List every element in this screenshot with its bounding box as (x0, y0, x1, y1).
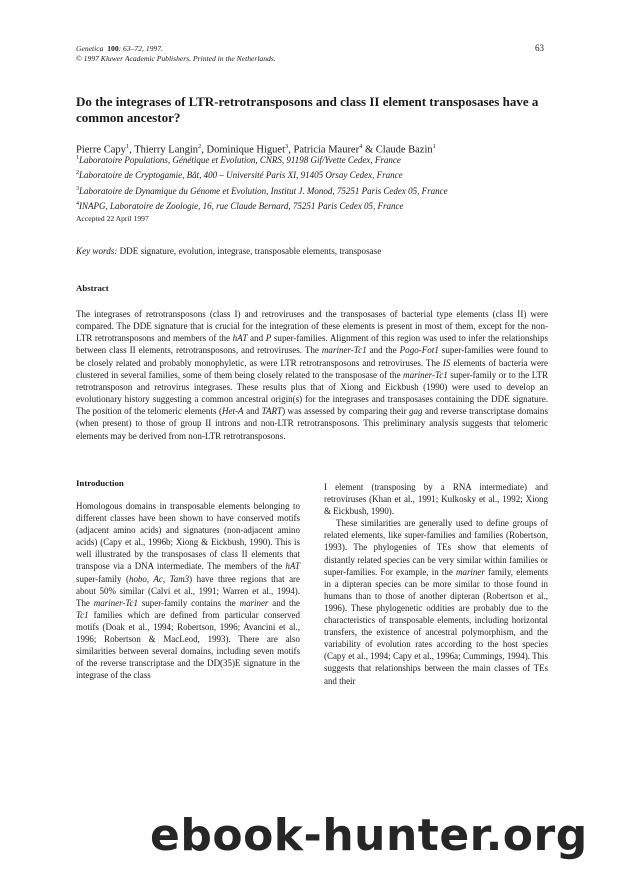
author-affiliation-mark: 1 (125, 143, 130, 150)
introduction-paragraph-1: Homologous domains in transposable elements belonging to different classes have been shown to have conserved motifs (adjacent amino acids) and signatures (non-adjacent amino acids) (Capy et al., 1996b; Xiong & Eickbush, 1990). This is well illustrated by the transposases of class II elements that transpose via a DNA intermediate. The members of the hAT super-family (hobo, Ac, Tam3) have three regions that are about 50% similar (Calvi et al., 1991; Warren et al., 1994). The mariner-Tc1 super-family contains the mariner and the Tc1 families which are defined from particular conserved motifs (Doak et al., 1994; Robertson, 1996; Avancini et al., 1996; Robertson & MacLeod, 1993). There are also similarities between several domains, including seven motifs of the reverse transcriptase and the DD(35)E signature in the integrase of the class (76, 501, 300, 681)
introduction-paragraph-1-cont: I element (transposing by a RNA intermediate) and retroviruses (Khan et al., 1991; Kulkosky et al., 1992; Xiong & Eickbush, 1990). (324, 482, 548, 517)
author-list: Pierre Capy$^1$, Thierry Langin$^2$, Dominique Higuet$^3$, Patricia Maurer$^4$ & Claude Bazin$^1$ (76, 143, 436, 156)
author-name: Patricia Maurer (293, 144, 360, 156)
watermark-logo: ebook-hunter.org (150, 810, 588, 861)
journal-pages: : 63–72, 1997. (118, 44, 163, 53)
affiliation-item (76, 198, 448, 213)
affiliation-item (76, 167, 448, 182)
author-name: Claude Bazin (375, 144, 433, 156)
journal-volume: 100 (107, 44, 119, 53)
accepted-date: Accepted 22 April 1997 (76, 214, 149, 223)
abstract-body: The integrases of retrotransposons (class I) and retroviruses and the transposases of bacterial type elements (class II) were compared. The DDE signature that is crucial for the integration of these elements is present in most of them, except for the non-LTR retrotransposons and members of the hAT and P super-families. Alignment of this region was used to infer the relationships between class II elements, retrotransposons, and retroviruses. The mariner-Tc1 and the Pogo-Fot1 super-families were found to be closely related and probably monophyletic, as were LTR retrotransposons and retroviruses. The IS elements of bacteria were clustered in several families, some of them being closely related to the transposase of the mariner-Tc1 super-family or to the LTR retrotransposon and retrovirus integrases. These results plus that of Xiong and Eickbush (1990) were used to develop an evolutionary history suggesting a common ancestral origin(s) for the integrases and transposases containing the DDE signature. The position of the telomeric elements (Het-A and TART) was assessed by comparing their gag and reverse transcriptase domains (when present) to those of group II introns and non-LTR retrotransposons. This preliminary analysis suggests that telomeric elements may be derived from non-LTR retrotransposons. (76, 309, 549, 441)
author-affiliation-mark: 4 (359, 143, 363, 150)
affiliation-mark: 1 (76, 155, 79, 161)
right-column (324, 481, 548, 687)
introduction-heading: Introduction (76, 478, 124, 488)
author-affiliation-mark: 3 (285, 143, 289, 150)
author-name: Thierry Langin (134, 144, 199, 156)
paper-title: Do the integrases of LTR-retrotransposons and class II element transposases have a common ancestor? (76, 94, 539, 125)
affiliation-item (76, 152, 448, 167)
journal-citation (76, 44, 276, 54)
affiliation-mark: 4 (76, 201, 79, 208)
affiliation-item (76, 183, 448, 198)
abstract-heading: Abstract (76, 283, 109, 293)
author-name: Pierre Capy (76, 144, 126, 156)
keywords-label: Key words: (76, 246, 118, 256)
author-affiliation-mark: 2 (198, 143, 202, 150)
affiliation-mark: 3 (76, 185, 79, 192)
page-number: 63 (535, 43, 544, 53)
author-affiliation-mark: 1 (432, 143, 436, 150)
keywords-line (76, 246, 381, 256)
author-name: Dominique Higuet (206, 144, 285, 156)
affiliation-text: Laboratoire Populations, Génétique et Evolution, CNRS, 91198 Gif/Yvette Cedex, France (79, 155, 401, 165)
keywords-text: DDE signature, evolution, integrase, transposable elements, transposase (117, 246, 382, 256)
introduction-paragraph-2: These similarities are generally used to define groups of related elements, like super-families and families (Robertson, 1993). The phylogenies of TEs show that elements of distantly related species can be very similar within families or super-families. For example, in the mariner family, elements in a dipteran species can be more similar to those found in humans than to those of another dipteran (Robertson et al., 1996). These phylogenetic oddities are probably due to the characteristics of transposable elements, including horizontal transfers, the existence of ancestral polymorphism, and the variability of evolution rates according to the host species (Capy et al., 1994; Capy et al., 1996a; Cummings, 1994). This suggests that relationships between the main classes of TEs and their (324, 518, 548, 686)
copyright-line: © 1997 Kluwer Academic Publishers. Printed in the Netherlands. (76, 54, 276, 63)
affiliation-text: Laboratoire de Cryptogamie, Bât, 400 – Université Paris XI, 91405 Orsay Cedex, France (79, 170, 403, 181)
journal-info (76, 44, 276, 64)
left-column (76, 478, 300, 681)
affiliation-list (76, 152, 448, 214)
affiliation-mark: 2 (76, 170, 79, 177)
affiliation-text: INAPG, Laboratoire de Zoologie, 16, rue Claude Bernard, 75251 Paris Cedex 05, France (79, 201, 404, 212)
affiliation-text: Laboratoire de Dynamique du Génome et Evolution, Institut J. Monod, 75251 Paris Cedex 05, France (79, 185, 448, 196)
journal-name: Genetica (76, 44, 104, 53)
